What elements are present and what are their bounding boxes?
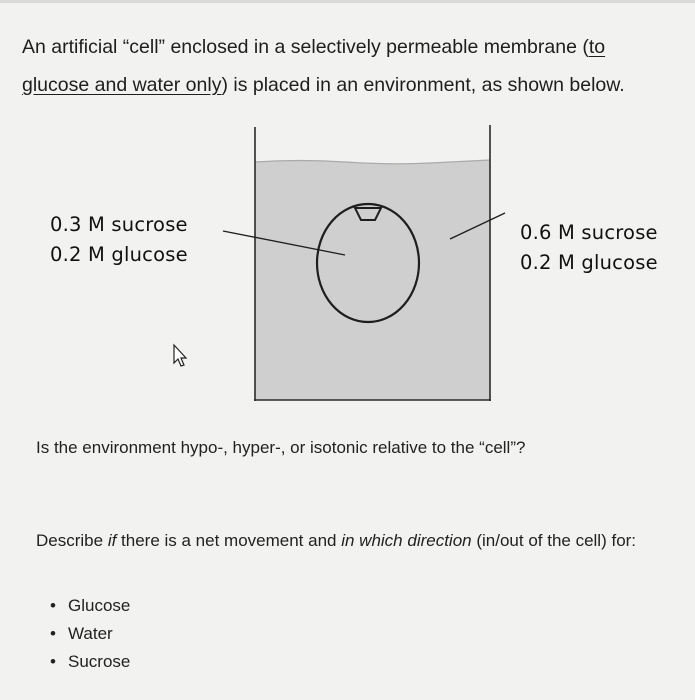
outside-sucrose: 0.6 M sucrose (520, 221, 658, 244)
outside-glucose: 0.2 M glucose (520, 251, 658, 274)
mouse-cursor-icon (174, 345, 186, 366)
bullet-water: Water (68, 624, 113, 643)
water-fill (255, 160, 490, 400)
intro-underline-to: to (588, 36, 606, 58)
intro-paragraph (22, 28, 672, 104)
intro-underline-glucose-water: glucose and water only (22, 74, 222, 96)
intro-part2: ) is placed in an environment, as shown below. (221, 74, 625, 96)
list-item: • Glucose (50, 596, 131, 615)
inside-cell-label (50, 210, 188, 270)
intro-part1: An artificial “cell” enclosed in a selectively permeable membrane ( (22, 36, 589, 58)
substance-list (50, 592, 130, 676)
describe-if: if (107, 531, 117, 550)
describe-prompt (36, 526, 656, 555)
environment-label (520, 218, 658, 278)
top-border (0, 0, 695, 3)
describe-in: in which direction (341, 531, 472, 550)
inside-glucose: 0.2 M glucose (50, 243, 188, 266)
list-item: • Water (50, 624, 113, 643)
bullet-glucose: Glucose (68, 596, 131, 615)
describe-mid: there is a net movement and (116, 531, 342, 550)
inside-sucrose: 0.3 M sucrose (50, 213, 188, 236)
describe-suffix: (in/out of the cell) for: (471, 531, 637, 550)
describe-prefix: Describe (36, 531, 108, 550)
tonicity-question: Is the environment hypo-, hyper-, or isotonic relative to the “cell”? (36, 438, 526, 457)
list-item: • Sucrose (50, 652, 131, 671)
bullet-sucrose: Sucrose (68, 652, 131, 671)
